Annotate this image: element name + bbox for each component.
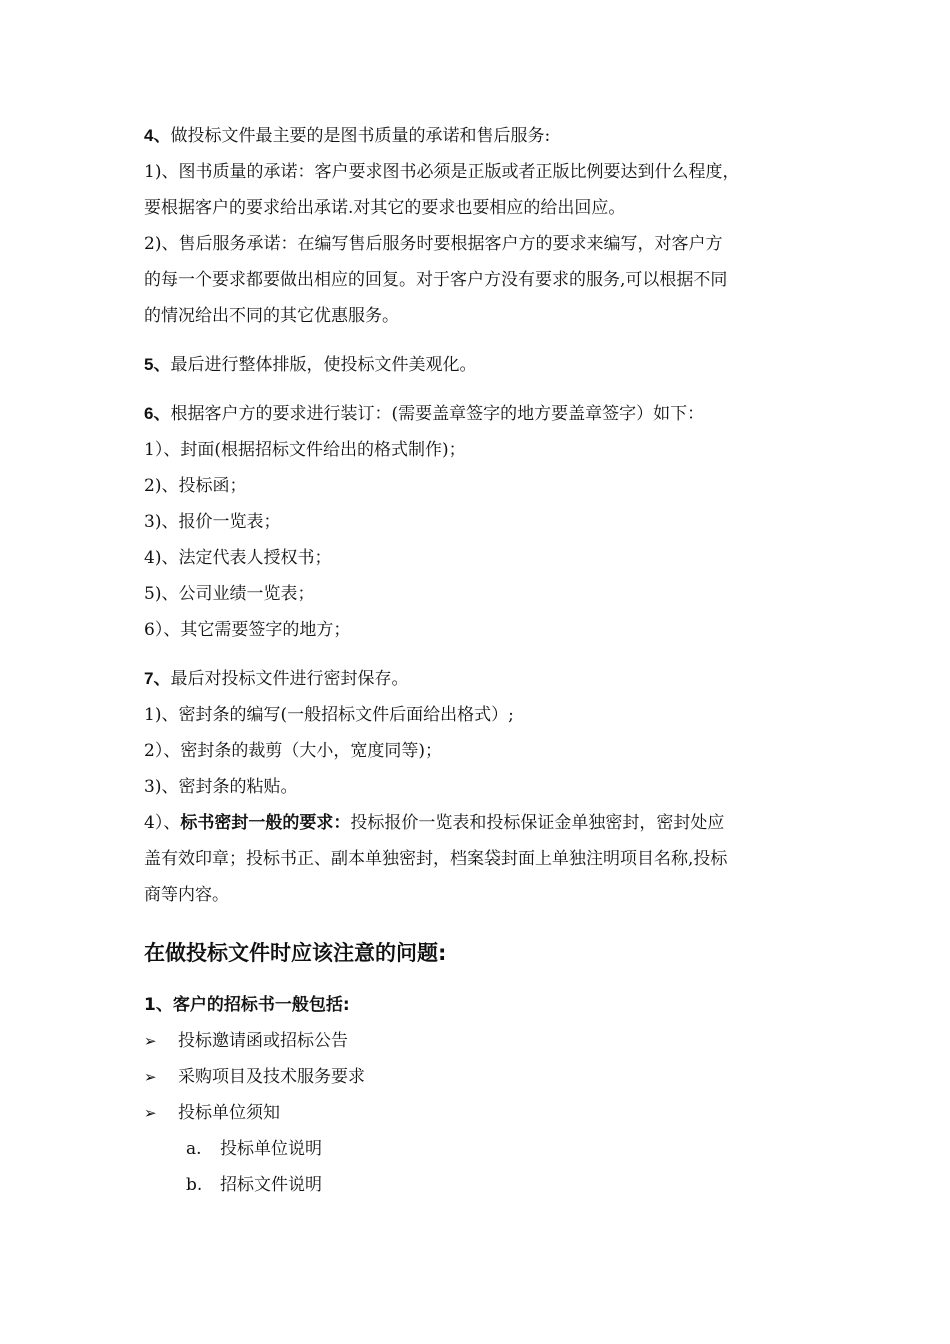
section-7 [144,661,814,913]
paragraph-line: 的情况给出不同的其它优惠服务。 [144,306,399,326]
sub-list-item [144,1131,814,1167]
section-title-text: 根据客户方的要求进行装订：(需要盖章签字的地方要盖章签字）如下： [170,404,705,424]
paragraph-line: 商等内容。 [144,885,229,905]
paragraph-line: 的每一个要求都要做出相应的回复。对于客户方没有要求的服务,可以根据不同 [144,270,728,290]
sub-list-marker: a. [186,1139,202,1159]
section-6-title [144,396,814,432]
bullet-item [144,1023,814,1059]
list-item: 3)、报价一览表； [144,512,281,532]
section-number: 6、 [144,404,171,423]
sub-list-text: 投标单位说明 [220,1139,322,1159]
list-item-text: 投标报价一览表和投标保证金单独密封，密封处应 [350,813,725,833]
section-title-text: 最后进行整体排版，使投标文件美观化。 [170,355,477,375]
notes-sub-heading: 1、客户的招标书一般包括: [144,995,350,1015]
list-item: 4)、法定代表人授权书； [144,548,332,568]
arrow-bullet-icon: ➢ [144,1104,157,1122]
paragraph-line: 2)、售后服务承诺：在编写售后服务时要根据客户方的要求来编写，对客户方 [144,234,723,254]
sub-list-item [144,1167,814,1203]
list-item [144,805,814,841]
bullet-text: 投标单位须知 [178,1103,280,1123]
notes-heading: 在做投标文件时应该注意的问题: [144,941,447,965]
list-item: 1)、密封条的编写(一般招标文件后面给出格式）; [144,705,514,725]
notes-section [144,933,814,1203]
section-4 [144,118,814,334]
section-5 [144,347,814,383]
list-item: 2)、投标函； [144,476,247,496]
bold-phrase: 标书密封一般的要求： [180,813,351,833]
section-7-title [144,661,814,697]
section-title-text: 最后对投标文件进行密封保存。 [170,669,409,689]
section-4-title [144,118,814,154]
sub-list-text: 招标文件说明 [220,1175,322,1195]
paragraph-line: 1)、图书质量的承诺：客户要求图书必须是正版或者正版比例要达到什么程度， [144,162,740,182]
list-item: 3)、密封条的粘贴。 [144,777,298,797]
paragraph-line: 盖有效印章；投标书正、副本单独密封，档案袋封面上单独注明项目名称,投标 [144,849,728,869]
section-6 [144,396,814,648]
list-item-prefix: 4）、 [144,813,181,833]
sub-list-marker: b. [186,1175,203,1195]
arrow-bullet-icon: ➢ [144,1032,157,1050]
arrow-bullet-icon: ➢ [144,1068,157,1086]
paragraph-line: 要根据客户的要求给出承诺.对其它的要求也要相应的给出回应。 [144,198,626,218]
bullet-text: 采购项目及技术服务要求 [178,1067,365,1087]
list-item: 1）、封面(根据招标文件给出的格式制作)； [144,440,466,460]
list-item: 5)、公司业绩一览表； [144,584,315,604]
section-5-title [144,347,814,383]
bullet-item [144,1095,814,1131]
section-number: 7、 [144,669,171,688]
section-title-text: 做投标文件最主要的是图书质量的承诺和售后服务: [170,126,551,146]
bullet-text: 投标邀请函或招标公告 [178,1031,348,1051]
document-page [144,118,814,1203]
list-item: 2）、密封条的裁剪（大小，宽度同等)； [144,741,442,761]
bullet-item [144,1059,814,1095]
section-number: 5、 [144,355,171,374]
list-item: 6）、其它需要签字的地方； [144,620,351,640]
section-number: 4、 [144,126,171,145]
